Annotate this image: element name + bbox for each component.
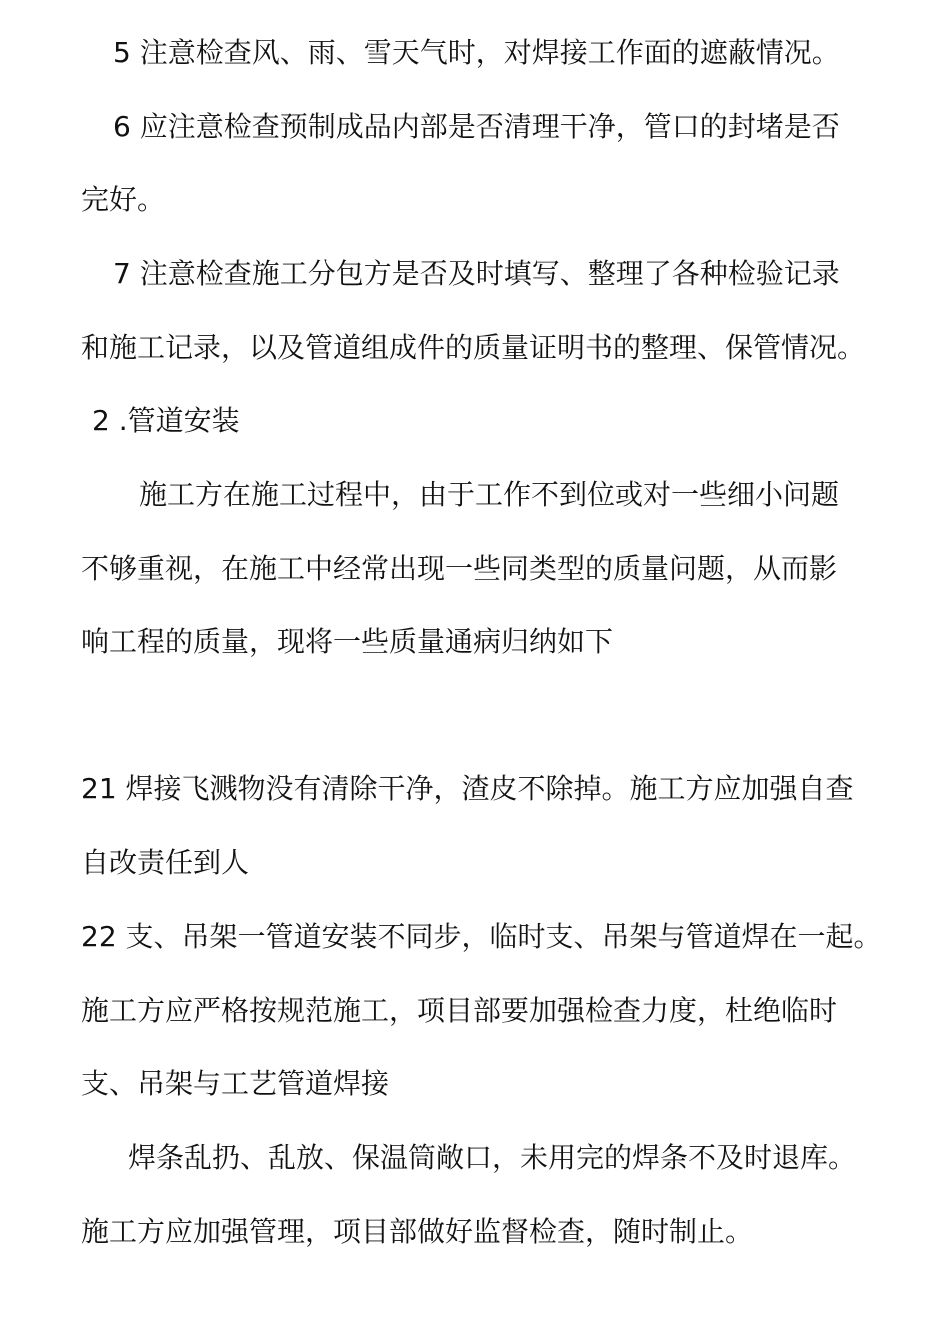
item-21-line-1: 21 焊接飞溅物没有清除干净，渣皮不除掉。施工方应加强自查 <box>81 772 854 805</box>
section-heading-pipe-installation: 2 .管道安装 <box>92 404 240 437</box>
paragraph-line-item-6-cont: 完好。 <box>81 183 166 216</box>
paragraph-line-item-7: 7 注意检查施工分包方是否及时填写、整理了各种检验记录 <box>113 257 840 290</box>
intro-paragraph-line-3: 响工程的质量，现将一些质量通病归纳如下 <box>81 625 614 658</box>
item-21-line-2: 自改责任到人 <box>81 846 250 879</box>
item-22-line-1: 22 支、吊架一管道安装不同步，临时支、吊架与管道焊在一起。 <box>81 920 882 953</box>
item-22-line-2: 施工方应严格按规范施工，项目部要加强检查力度，杜绝临时 <box>81 994 838 1027</box>
paragraph-line-item-5: 5 注意检查风、雨、雪天气时，对焊接工作面的遮蔽情况。 <box>113 36 840 69</box>
electrode-paragraph-line-2: 施工方应加强管理，项目部做好监督检查，随时制止。 <box>81 1215 754 1248</box>
paragraph-line-item-6: 6 应注意检查预制成品内部是否清理干净，管口的封堵是否 <box>113 110 840 143</box>
paragraph-line-item-7-cont: 和施工记录，以及管道组成件的质量证明书的整理、保管情况。 <box>81 331 866 364</box>
intro-paragraph-line-2: 不够重视，在施工中经常出现一些同类型的质量问题，从而影 <box>81 552 838 585</box>
item-22-line-3: 支、吊架与工艺管道焊接 <box>81 1067 390 1100</box>
electrode-paragraph-line-1: 焊条乱扔、乱放、保温筒敞口，未用完的焊条不及时退库。 <box>128 1141 857 1174</box>
intro-paragraph-line-1: 施工方在施工过程中，由于工作不到位或对一些细小问题 <box>139 478 840 511</box>
